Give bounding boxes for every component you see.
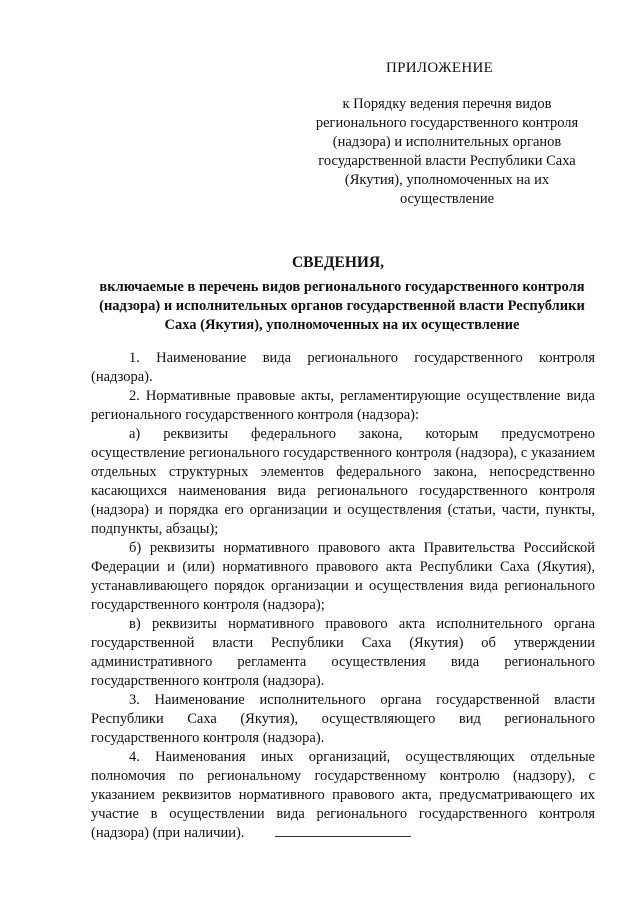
paragraph-item-2: 2. Нормативные правовые акты, регламентирующие осуществление вида регионального государственного контроля (надзора): xyxy=(91,388,595,423)
document-body xyxy=(91,349,595,843)
paragraph-item-2a: а) реквизиты федерального закона, которым предусмотрено осуществление регионального государственного контроля (надзора), с указанием отдельных структурных элементов федерального закона, непосредственно касающихся наименования вида регионального государственного контроля (надзора) и порядка его организации и осуществления (статьи, части, пункты, подпункты, абзацы); xyxy=(91,426,595,537)
document-heading: СВЕДЕНИЯ, xyxy=(291,254,385,271)
paragraph-item-2b: б) реквизиты нормативного правового акта Правительства Российской Федерации и (или) нормативного правового акта Республики Саха (Якутия), устанавливающего порядок организации и осуществления вида регионального государственного контроля (надзора); xyxy=(91,540,595,613)
annex-subtitle: к Порядку ведения перечня видов регионального государственного контроля (надзора) и исполнительных органов государственной власти Республики Саха (Якутия), уполномоченных на их осуществление xyxy=(315,96,579,207)
paragraph-item-2c: в) реквизиты нормативного правового акта исполнительного органа государственной власти Республики Саха (Якутия) об утверждении административного регламента осуществления вида регионального государственного контроля (надзора). xyxy=(91,616,595,689)
paragraph-item-3: 3. Наименование исполнительного органа государственной власти Республики Саха (Якутия), осуществляющего вид регионального государственного контроля (надзора). xyxy=(91,692,595,746)
document-subheading: включаемые в перечень видов регионального государственного контроля (надзора) и исполнительных органов государственной власти Республики Саха (Якутия), уполномоченных на их осуществление xyxy=(99,279,585,333)
paragraph-item-1: 1. Наименование вида регионального государственного контроля (надзора). xyxy=(91,350,595,385)
paragraph-item-4: 4. Наименования иных организаций, осуществляющих отдельные полномочия по региональному государственному контролю (надзору), с указанием реквизитов нормативного правового акта, предусматривающего их участие в осуществлении вида регионального государственного контроля (надзора) (при наличии). xyxy=(91,749,595,841)
end-divider xyxy=(275,836,411,837)
annex-title: ПРИЛОЖЕНИЕ xyxy=(386,60,494,76)
